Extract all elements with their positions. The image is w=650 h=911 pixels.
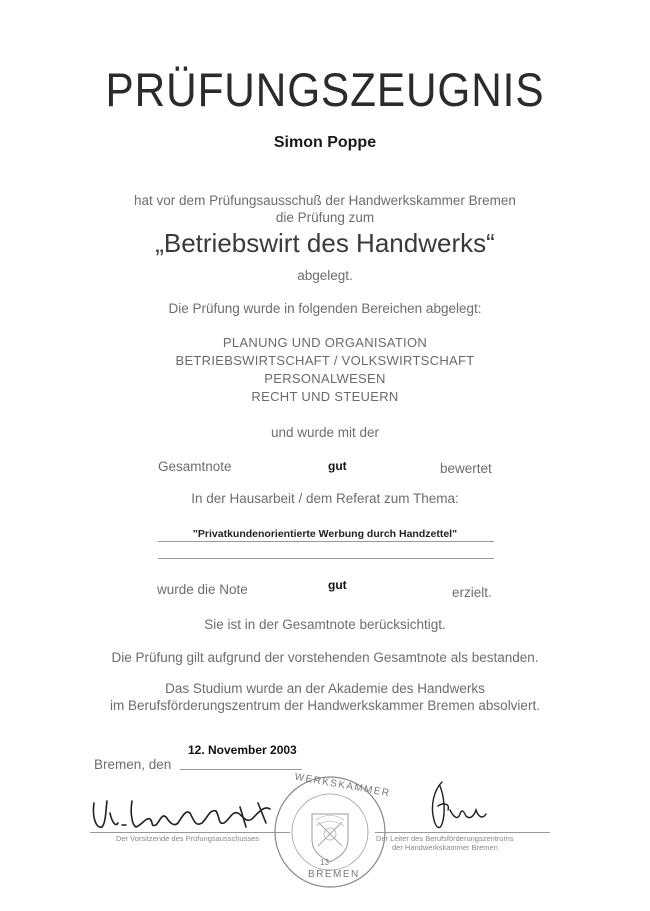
recipient-name: Simon Poppe [273, 134, 377, 151]
areas-intro: Die Prüfung wurde in folgenden Bereichen abgelegt: [168, 301, 482, 316]
thesis-grade-value: gut [328, 578, 347, 592]
abgelegt-text: abgelegt. [297, 268, 353, 283]
intro-line-1: hat vor dem Prüfungsausschuß der Handwerkskammer Bremen [134, 193, 516, 208]
area-item-personalwesen: PERSONALWESEN [264, 371, 386, 386]
seal-text-bottom: BREMEN [308, 869, 360, 880]
thesis-underline-1 [158, 541, 494, 542]
right-signature-caption-2: der Handwerkskammer Bremen [392, 843, 498, 852]
and-with-text: und wurde mit der [270, 425, 380, 440]
area-item-betriebswirtschaft: BETRIEBSWIRTSCHAFT / VOLKSWIRTSCHAFT [175, 353, 475, 368]
area-item-planung: PLANUNG UND ORGANISATION [222, 335, 428, 350]
study-line-1: Das Studium wurde an der Akademie des Handwerks [165, 681, 485, 696]
rated-text: bewertet [440, 461, 492, 476]
overall-grade-label: Gesamtnote [158, 459, 232, 474]
passed-text: Die Prüfung gilt aufgrund der vorstehenden Gesamtnote als bestanden. [111, 650, 539, 665]
seal-text-top: WERKSKAMMER [293, 771, 392, 800]
study-line-2: im Berufsförderungszentrum der Handwerkskammer Bremen absolviert. [110, 698, 540, 713]
right-signature-line [375, 832, 550, 833]
right-signature [420, 776, 510, 834]
left-signature-caption: Der Vorsitzende des Prüfungsausschusses [116, 834, 259, 843]
document-title: PRÜFUNGSZEUGNIS [105, 63, 545, 116]
seal-number: 13 [320, 858, 329, 867]
considered-text: Sie ist in der Gesamtnote berücksichtigt. [204, 617, 446, 632]
date-value: 12. November 2003 [188, 743, 297, 757]
achieved-text: erzielt. [452, 585, 492, 600]
area-item-recht: RECHT UND STEUERN [251, 389, 399, 404]
degree-title: „Betriebswirt des Handwerks“ [155, 228, 495, 258]
thesis-underline-2 [158, 558, 494, 559]
date-underline [180, 769, 302, 770]
overall-grade-value: gut [328, 459, 347, 473]
thesis-grade-label: wurde die Note [157, 582, 248, 597]
place-label: Bremen, den [94, 757, 172, 772]
thesis-topic: "Privatkundenorientierte Werbung durch Handzettel" [192, 528, 458, 540]
left-signature [90, 783, 290, 835]
left-signature-line [90, 832, 290, 833]
right-signature-caption-1: Der Leiter des Berufsförderungszentrums [376, 834, 514, 843]
thesis-intro: In der Hausarbeit / dem Referat zum Thema: [191, 491, 459, 506]
intro-line-2: die Prüfung zum [275, 210, 375, 225]
